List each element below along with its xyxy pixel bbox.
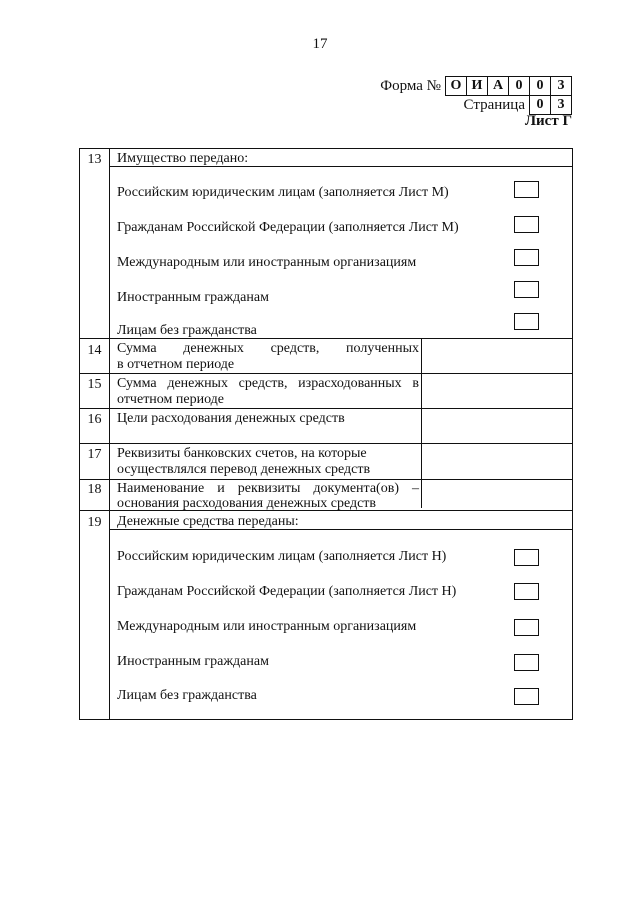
row-19-checkbox[interactable]: [514, 549, 539, 566]
row-14-label-line: в отчетном периоде: [117, 357, 235, 372]
form-code-cell: О: [450, 78, 462, 93]
row-13-option: Российским юридическим лицам (заполняется Лист М): [117, 185, 449, 200]
sheet-label: Лист Г: [524, 113, 572, 129]
row-19-option: Гражданам Российской Федерации (заполняется Лист Н): [117, 584, 457, 599]
row-13-option: Международным или иностранным организациям: [117, 255, 417, 270]
row-divider: [80, 338, 572, 339]
row-13-title: Имущество передано:: [117, 151, 249, 166]
row-19-checkbox[interactable]: [514, 583, 539, 600]
form-number-label: Форма №: [380, 77, 441, 94]
row-13-option: Лицам без гражданства: [117, 323, 257, 338]
row-divider: [80, 408, 572, 409]
form-code-cell: 3: [550, 77, 571, 95]
row-17-label-line: осуществлялся перевод денежных средств: [117, 462, 371, 477]
row-13-option: Иностранным гражданам: [117, 290, 269, 305]
row-number: 16: [87, 412, 102, 427]
row-14-label-line: Сумма денежных средств, полученных: [117, 341, 419, 356]
form-code-cell: А: [487, 77, 508, 95]
page-code-cell: 0: [536, 96, 544, 112]
form-code-cell: 0: [508, 77, 529, 95]
row-13-checkbox[interactable]: [514, 249, 539, 266]
row-16-label: Цели расходования денежных средств: [117, 411, 345, 426]
row-19-header-divider: [109, 529, 572, 530]
row-divider: [80, 479, 572, 480]
form-number-row: [380, 76, 572, 96]
page-code-cell: 3: [550, 96, 571, 114]
report-form-table: [79, 148, 573, 720]
row-15-label-line: Сумма денежных средств, израсходованных в: [117, 376, 419, 391]
row-15-label-line: отчетном периоде: [117, 392, 225, 407]
form-code-cell: 0: [529, 77, 550, 95]
row-number: 13: [87, 152, 102, 167]
row-13-checkbox[interactable]: [514, 216, 539, 233]
row-divider: [80, 373, 572, 374]
page-code-row: [464, 95, 572, 115]
row-13-option: Гражданам Российской Федерации (заполняется Лист М): [117, 220, 459, 235]
row-number: 19: [87, 515, 102, 530]
row-19-checkbox[interactable]: [514, 688, 539, 705]
row-13-checkbox[interactable]: [514, 181, 539, 198]
row-19-title: Денежные средства переданы:: [117, 514, 299, 529]
row-19-option: Международным или иностранным организациям: [117, 619, 417, 634]
row-13-checkbox[interactable]: [514, 313, 539, 330]
row-19-checkbox[interactable]: [514, 619, 539, 636]
row-19-checkbox[interactable]: [514, 654, 539, 671]
page-number: 17: [312, 36, 328, 52]
row-divider: [80, 443, 572, 444]
row-13-checkbox[interactable]: [514, 281, 539, 298]
row-19-option: Иностранным гражданам: [117, 654, 269, 669]
row-19-option: Российским юридическим лицам (заполняется Лист Н): [117, 549, 447, 564]
value-column-divider: [421, 338, 422, 508]
row-number: 17: [87, 447, 102, 462]
row-number: 18: [87, 482, 102, 497]
page-code-label: Страница: [463, 96, 525, 113]
row-13-header-divider: [109, 166, 572, 167]
row-number: 15: [87, 377, 102, 392]
number-column-divider: [109, 149, 110, 719]
row-17-label-line: Реквизиты банковских счетов, на которые: [117, 446, 367, 461]
row-19-option: Лицам без гражданства: [117, 688, 257, 703]
form-code-cells: [445, 76, 572, 96]
row-18-label-line: основания расходования денежных средств: [117, 496, 377, 511]
form-code-cell: И: [466, 77, 487, 95]
row-18-label-line: Наименование и реквизиты документа(ов) –: [117, 481, 419, 496]
page-code-cells: [529, 96, 572, 115]
row-number: 14: [87, 343, 102, 358]
